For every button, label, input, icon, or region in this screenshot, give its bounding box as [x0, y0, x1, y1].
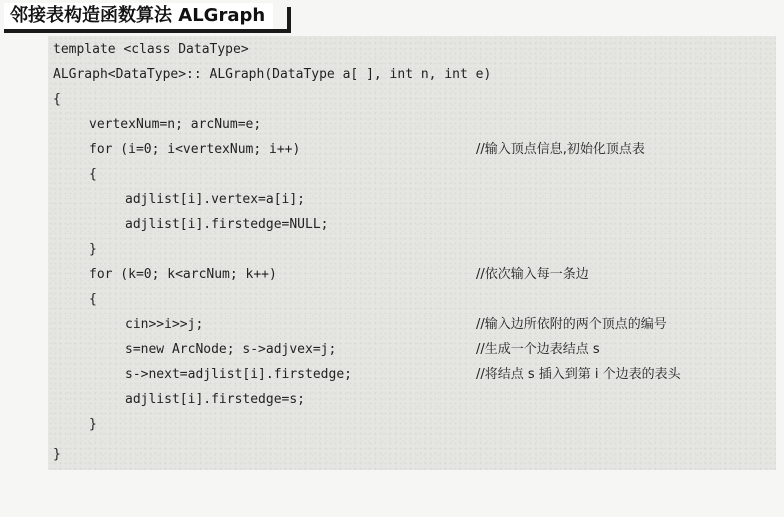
code-line: [48, 37, 249, 62]
code-line: [48, 287, 97, 312]
code-line: [48, 412, 97, 437]
code-comment: //依次输入每一条边: [476, 267, 589, 282]
code-line: [48, 387, 306, 412]
code-text: vertexNum=n; arcNum=e;: [89, 117, 262, 132]
title-side-bar: [287, 7, 291, 33]
code-text: }: [89, 242, 97, 257]
code-text: for (k=0; k<arcNum; k++): [89, 267, 277, 282]
code-text: template <class DataType>: [53, 42, 249, 57]
code-text: {: [53, 92, 61, 107]
code-line: [48, 442, 68, 467]
code-text: cin>>i>>j;: [125, 317, 204, 332]
code-line: [48, 337, 600, 362]
code-text: s->next=adjlist[i].firstedge;: [125, 367, 352, 382]
title-underline-bar: [4, 29, 291, 33]
code-text: {: [89, 292, 97, 307]
code-text: for (i=0; i<vertexNum; i++): [89, 142, 301, 157]
code-line: [48, 112, 262, 137]
code-text: }: [53, 447, 61, 462]
code-line: [48, 187, 306, 212]
code-line: [48, 87, 68, 112]
code-comment: //输入边所依附的两个顶点的编号: [476, 317, 667, 332]
code-text: adjlist[i].vertex=a[i];: [125, 192, 306, 207]
code-line: [48, 162, 97, 187]
code-comment: //输入顶点信息,初始化顶点表: [476, 142, 645, 157]
code-text: ALGraph<DataType>:: ALGraph(DataType a[ ], int n, int e): [53, 67, 492, 82]
code-line: [48, 362, 681, 387]
code-line: [48, 312, 667, 337]
code-line: [48, 262, 589, 287]
code-line: [48, 137, 645, 162]
page-title: 邻接表构造函数算法 ALGraph: [4, 3, 273, 29]
code-text: s=new ArcNode; s->adjvex=j;: [125, 342, 337, 357]
code-comment: //生成一个边表结点 s: [476, 342, 600, 357]
code-text: adjlist[i].firstedge=s;: [125, 392, 306, 407]
code-comment: //将结点 s 插入到第 i 个边表的表头: [476, 367, 681, 382]
code-line: [48, 237, 97, 262]
code-block: [48, 36, 776, 470]
code-line: [48, 212, 329, 237]
code-text: }: [89, 417, 97, 432]
code-text: {: [89, 167, 97, 182]
code-text: adjlist[i].firstedge=NULL;: [125, 217, 329, 232]
code-line: [48, 62, 492, 87]
